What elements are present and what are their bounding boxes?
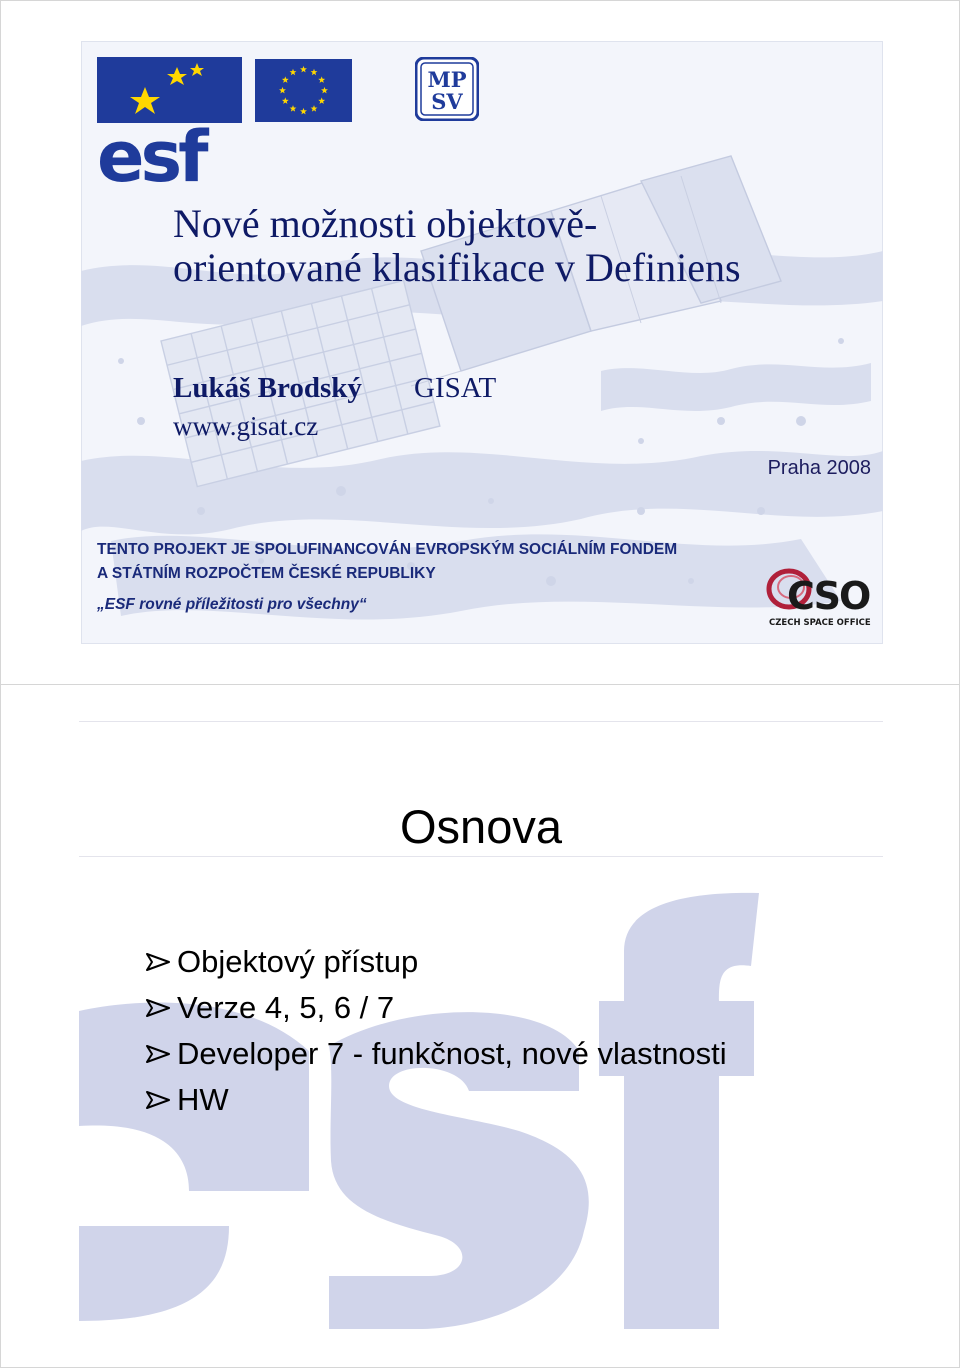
- footer-line-1: TENTO PROJEKT JE SPOLUFINANCOVÁN EVROPSKÝM SOCIÁLNÍM FONDEM: [97, 541, 678, 558]
- eu-flag-icon: [255, 59, 352, 122]
- outline-slide: [79, 721, 883, 1329]
- title-slide: [81, 41, 883, 644]
- place-and-year: Praha 2008: [767, 457, 871, 479]
- cso-logo-text: CSO: [787, 574, 870, 618]
- title-line-1: Nové možnosti objektově-: [173, 201, 598, 246]
- slide-2-page: [0, 684, 960, 1368]
- title-line-2: orientované klasifikace v Definiens: [173, 245, 741, 290]
- list-item: [145, 1077, 727, 1123]
- outline-title: Osnova: [400, 800, 562, 853]
- website-link[interactable]: www.gisat.cz: [173, 411, 319, 441]
- mpsv-logo-bottom: SV: [431, 89, 463, 114]
- footer-motto: „ESF rovné příležitosti pro všechny“: [97, 596, 367, 613]
- mpsv-logo: [415, 57, 479, 121]
- esf-logo-text: esf: [97, 116, 205, 183]
- list-item: [145, 939, 727, 985]
- presentation-title: [173, 202, 863, 290]
- author-name: Lukáš Brodský: [173, 372, 362, 404]
- list-item-text: Verze 4, 5, 6 / 7: [177, 990, 395, 1025]
- organization-name: GISAT: [414, 372, 497, 404]
- right-arrow-outline-icon: [145, 951, 177, 973]
- footer-line-2: A STÁTNÍM ROZPOČTEM ČESKÉ REPUBLIKY: [97, 565, 436, 582]
- esf-logo: [97, 57, 242, 183]
- list-item-text: Objektový přístup: [177, 944, 419, 979]
- outline-list: [145, 939, 727, 1123]
- cso-logo-caption: CZECH SPACE OFFICE: [769, 618, 871, 627]
- right-arrow-outline-icon: [145, 1089, 177, 1111]
- list-item: [145, 1031, 727, 1077]
- header-rule-top: [79, 721, 883, 722]
- mpsv-logo-top: MP: [427, 67, 467, 92]
- cso-logo: [765, 563, 873, 627]
- right-arrow-outline-icon: [145, 997, 177, 1019]
- right-arrow-outline-icon: [145, 1043, 177, 1065]
- list-item: [145, 985, 727, 1031]
- header-rule-bottom: [79, 856, 883, 857]
- list-item-text: HW: [177, 1082, 229, 1117]
- funding-footer: [97, 538, 747, 617]
- list-item-text: Developer 7 - funkčnost, nové vlastnosti: [177, 1036, 727, 1071]
